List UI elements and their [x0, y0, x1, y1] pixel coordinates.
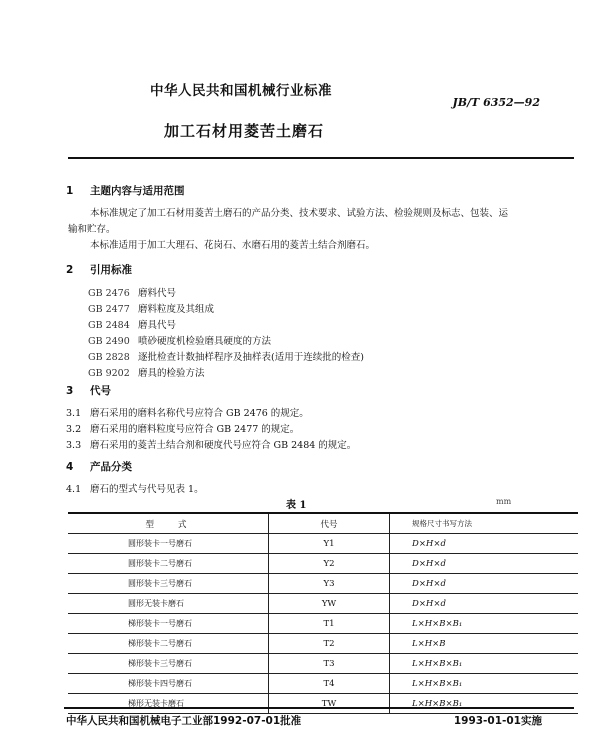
section-title: 引用标准	[90, 264, 132, 276]
cell-code: TW	[269, 694, 390, 714]
cell-type: 梯形装卡四号磨石	[68, 674, 269, 694]
section-number: 1	[66, 185, 74, 197]
reference-name: 喷砂硬度机检验磨具硬度的方法	[138, 336, 272, 347]
reference-name: 磨料粒度及其组成	[138, 304, 215, 315]
reference-name: 磨具代号	[138, 320, 177, 331]
section-1-paragraph-1: 本标准规定了加工石材用菱苦土磨石的产品分类、技术要求、试验方法、检验规则及标志、包装、运	[90, 208, 509, 219]
section-2-heading	[66, 262, 132, 277]
cell-type: 梯形装卡二号磨石	[68, 634, 269, 654]
clause-text: 磨石采用的菱苦土结合剂和硬度代号应符合 GB 2484 的规定。	[90, 440, 357, 451]
cell-size: D×H×d	[390, 594, 579, 614]
footer-rule	[64, 707, 574, 709]
product-type-table	[68, 512, 578, 714]
approval-line: 中华人民共和国机械电子工业部1992-07-01批准	[66, 715, 302, 727]
section-number: 2	[66, 264, 74, 276]
section-3-heading	[66, 383, 111, 398]
section-1-paragraph-1-cont: 输和贮存。	[68, 224, 116, 235]
reference-code: GB 2490	[88, 336, 130, 347]
reference-name: 逐批检查计数抽样程序及抽样表(适用于连续批的检查)	[138, 352, 364, 363]
cell-code: YW	[269, 594, 390, 614]
table-unit: mm	[496, 497, 512, 506]
reference-item	[88, 317, 176, 331]
table-row	[68, 554, 578, 574]
table-row	[68, 674, 578, 694]
issuing-body: 中华人民共和国机械行业标准	[150, 83, 332, 99]
clause-number: 3.2	[66, 424, 82, 435]
column-header-size-notation: 规格尺寸书写方法	[390, 513, 579, 534]
cell-size: L×H×B×B₁	[390, 614, 579, 634]
section-number: 4	[66, 461, 74, 473]
clause-3-2	[66, 421, 299, 435]
document-title: 加工石材用菱苦土磨石	[164, 122, 325, 140]
reference-name: 磨料代号	[138, 288, 177, 299]
table-row	[68, 574, 578, 594]
clause-text: 磨石采用的磨料名称代号应符合 GB 2476 的规定。	[90, 408, 309, 419]
clause-number: 4.1	[66, 484, 82, 495]
cell-size: L×H×B×B₁	[390, 694, 579, 714]
table-row	[68, 654, 578, 674]
table-row	[68, 534, 578, 554]
clause-number: 3.1	[66, 408, 82, 419]
cell-type: 圆形无装卡磨石	[68, 594, 269, 614]
cell-size: L×H×B×B₁	[390, 654, 579, 674]
section-title: 主题内容与适用范围	[90, 185, 185, 197]
reference-item	[88, 301, 214, 315]
cell-code: T1	[269, 614, 390, 634]
cell-code: T3	[269, 654, 390, 674]
cell-size: D×H×d	[390, 574, 579, 594]
standard-code: JB/T 6352—92	[452, 96, 540, 109]
reference-code: GB 9202	[88, 368, 130, 379]
cell-size: D×H×d	[390, 554, 579, 574]
clause-text: 磨石的型式与代号见表 1。	[90, 484, 204, 495]
reference-code: GB 2828	[88, 352, 130, 363]
table-row	[68, 634, 578, 654]
cell-type: 圆形装卡一号磨石	[68, 534, 269, 554]
clause-text: 磨石采用的磨料粒度号应符合 GB 2477 的规定。	[90, 424, 300, 435]
clause-3-1	[66, 405, 309, 419]
cell-size: L×H×B	[390, 634, 579, 654]
cell-code: Y3	[269, 574, 390, 594]
cell-type: 梯形无装卡磨石	[68, 694, 269, 714]
table-caption: 表 1	[286, 500, 307, 511]
reference-item	[88, 333, 271, 347]
cell-size: L×H×B×B₁	[390, 674, 579, 694]
column-header-type: 型式	[68, 513, 269, 534]
cell-type: 梯形装卡三号磨石	[68, 654, 269, 674]
table-header-row	[68, 513, 578, 534]
clause-4-1	[66, 481, 204, 495]
cell-type: 圆形装卡二号磨石	[68, 554, 269, 574]
section-title: 代号	[90, 385, 111, 397]
reference-code: GB 2476	[88, 288, 130, 299]
column-header-code: 代号	[269, 513, 390, 534]
effective-date: 1993-01-01实施	[453, 715, 542, 727]
table-row	[68, 694, 578, 714]
section-4-heading	[66, 459, 132, 474]
reference-code: GB 2477	[88, 304, 130, 315]
section-1-paragraph-2: 本标准适用于加工大理石、花岗石、水磨石用的菱苦土结合剂磨石。	[90, 240, 376, 251]
cell-code: Y1	[269, 534, 390, 554]
clause-number: 3.3	[66, 440, 82, 451]
reference-name: 磨具的检验方法	[138, 368, 205, 379]
section-title: 产品分类	[90, 461, 132, 473]
reference-code: GB 2484	[88, 320, 130, 331]
cell-type: 圆形装卡三号磨石	[68, 574, 269, 594]
cell-type: 梯形装卡一号磨石	[68, 614, 269, 634]
section-number: 3	[66, 385, 74, 397]
table-row	[68, 614, 578, 634]
cell-size: D×H×d	[390, 534, 579, 554]
header-rule	[68, 157, 574, 159]
reference-item	[88, 285, 176, 299]
cell-code: T2	[269, 634, 390, 654]
clause-3-3	[66, 437, 356, 451]
reference-item	[88, 365, 205, 379]
cell-code: T4	[269, 674, 390, 694]
section-1-heading	[66, 183, 185, 198]
table-row	[68, 594, 578, 614]
reference-item	[88, 349, 364, 363]
cell-code: Y2	[269, 554, 390, 574]
